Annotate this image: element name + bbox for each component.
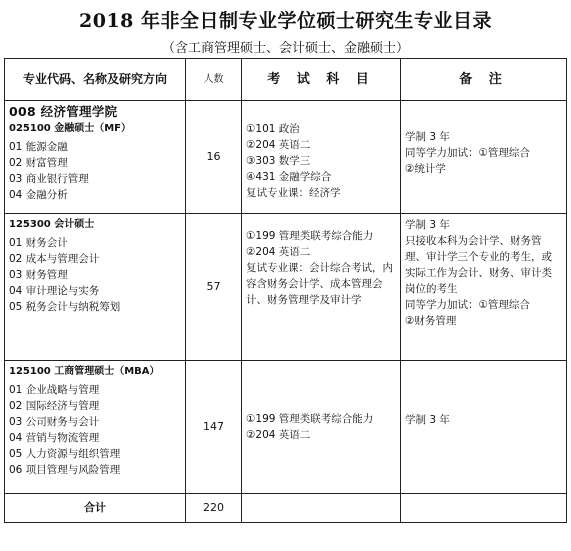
direction-item: 02 国际经济与管理 — [9, 400, 100, 412]
table-header-row — [5, 59, 567, 101]
note-item: 同等学力加试：①管理综合 — [405, 147, 530, 159]
table-row — [5, 361, 567, 494]
note-item: 学制 3 年 — [405, 131, 450, 143]
note-item: ②统计学 — [405, 163, 446, 175]
program-name: 025100 金融硕士（MF） — [9, 123, 132, 134]
program-name: 125300 会计硕士 — [9, 219, 95, 230]
subjects-cell — [242, 361, 401, 494]
note-item: 学制 3 年 — [405, 219, 450, 231]
empty-cell — [242, 494, 401, 523]
subject-item: 复试专业课：会计综合考试，内容含财务会计学、成本管理会计、财务管理学及审计学 — [246, 262, 393, 306]
subject-item: ①199 管理类联考综合能力 — [246, 413, 374, 425]
total-label: 合计 — [5, 494, 186, 523]
page-title: 2018 年非全日制专业学位硕士研究生专业目录 — [79, 10, 492, 32]
count-cell: 147 — [186, 361, 242, 494]
note-item: 学制 3 年 — [405, 414, 450, 426]
direction-item: 04 金融分析 — [9, 189, 68, 201]
direction-item: 03 财务管理 — [9, 269, 68, 281]
subject-item: ②204 英语二 — [246, 429, 311, 441]
note-item: ②财务管理 — [405, 315, 457, 327]
total-row — [5, 494, 567, 523]
program-cell — [5, 101, 186, 214]
direction-item: 05 税务会计与纳税筹划 — [9, 301, 121, 313]
note-item: 同等学力加试：①管理综合 — [405, 299, 530, 311]
notes-cell — [401, 361, 567, 494]
subject-item: ②204 英语二 — [246, 139, 311, 151]
direction-item: 04 审计理论与实务 — [9, 285, 100, 297]
header-subjects: 考 试 科 目 — [242, 59, 401, 101]
subject-item: 复试专业课：经济学 — [246, 187, 341, 199]
program-cell — [5, 214, 186, 361]
subjects-cell — [242, 214, 401, 361]
direction-item: 02 成本与管理会计 — [9, 253, 100, 265]
school-name: 008 经济管理学院 — [9, 104, 118, 119]
direction-item: 01 企业战略与管理 — [9, 384, 100, 396]
program-name: 125100 工商管理硕士（MBA） — [9, 366, 160, 377]
direction-item: 01 能源金融 — [9, 141, 68, 153]
count-cell: 57 — [186, 214, 242, 361]
notes-cell — [401, 214, 567, 361]
header-notes: 备 注 — [401, 59, 567, 101]
program-cell — [5, 361, 186, 494]
subject-item: ③303 数学三 — [246, 155, 311, 167]
subject-item: ①101 政治 — [246, 123, 300, 135]
subjects-cell — [242, 101, 401, 214]
notes-cell — [401, 101, 567, 214]
header-count: 人数 — [186, 59, 242, 101]
page-subtitle: （含工商管理硕士、会计硕士、金融硕士） — [161, 41, 409, 56]
direction-item: 06 项目管理与风险管理 — [9, 464, 121, 476]
subject-item: ④431 金融学综合 — [246, 171, 332, 183]
subject-item: ②204 英语二 — [246, 246, 311, 258]
note-item: 只接收本科为会计学、财务管理、审计学三个专业的考生，或实际工作为会计、财务、审计类岗位的考生 — [405, 235, 552, 295]
direction-item: 03 公司财务与会计 — [9, 416, 100, 428]
direction-item: 02 财富管理 — [9, 157, 68, 169]
total-count: 220 — [186, 494, 242, 523]
subject-item: ①199 管理类联考综合能力 — [246, 230, 374, 242]
direction-item: 05 人力资源与组织管理 — [9, 448, 121, 460]
empty-cell — [401, 494, 567, 523]
table-row — [5, 214, 567, 361]
table-row — [5, 101, 567, 214]
direction-item: 03 商业银行管理 — [9, 173, 89, 185]
direction-item: 01 财务会计 — [9, 237, 68, 249]
count-cell: 16 — [186, 101, 242, 214]
direction-item: 04 营销与物流管理 — [9, 432, 100, 444]
header-program: 专业代码、名称及研究方向 — [5, 59, 186, 101]
program-catalog-table — [4, 58, 567, 523]
